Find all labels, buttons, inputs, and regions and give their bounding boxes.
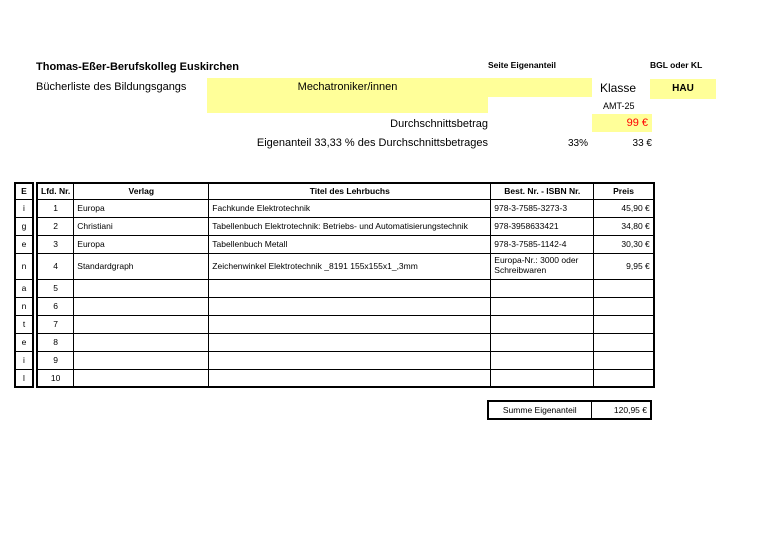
cell-verlag[interactable] <box>74 333 209 351</box>
vertical-label-column <box>14 182 34 388</box>
vertical-letter: i <box>15 351 33 369</box>
own-share-label: Eigenanteil 33,33 % des Durchschnittsbetrages <box>256 137 488 149</box>
vertical-letter: e <box>15 333 33 351</box>
table-row <box>37 279 654 297</box>
vertical-letter: a <box>15 279 33 297</box>
cell-preis[interactable] <box>594 369 654 387</box>
table-row <box>37 253 654 279</box>
cell-isbn[interactable] <box>491 369 594 387</box>
cell-preis[interactable]: 30,30 € <box>594 235 654 253</box>
cell-preis[interactable] <box>594 333 654 351</box>
cell-verlag[interactable]: Europa <box>74 235 209 253</box>
booklist-label: Bücherliste des Bildungsgangs <box>36 81 187 93</box>
cell-lfd-nr[interactable]: 10 <box>37 369 74 387</box>
sum-value: 120,95 € <box>591 401 651 419</box>
cell-titel[interactable] <box>209 351 491 369</box>
col-header-preis: Preis <box>594 183 654 199</box>
cell-isbn[interactable] <box>491 333 594 351</box>
sum-row <box>487 400 652 420</box>
cell-verlag[interactable]: Standardgraph <box>74 253 209 279</box>
cell-isbn[interactable]: 978-3958633421 <box>491 217 594 235</box>
cell-isbn[interactable] <box>491 315 594 333</box>
program-input-cell-2[interactable] <box>207 97 488 113</box>
cell-lfd-nr[interactable]: 6 <box>37 297 74 315</box>
cell-verlag[interactable] <box>74 351 209 369</box>
table-row <box>37 199 654 217</box>
cell-titel[interactable] <box>209 369 491 387</box>
school-title: Thomas-Eßer-Berufskolleg Euskirchen <box>36 61 239 73</box>
cell-verlag[interactable] <box>74 315 209 333</box>
col-header-isbn: Best. Nr. - ISBN Nr. <box>491 183 594 199</box>
cell-titel[interactable]: Zeichenwinkel Elektrotechnik _8191 155x155x1_,3mm <box>209 253 491 279</box>
cell-preis[interactable]: 45,90 € <box>594 199 654 217</box>
klasse-label: Klasse <box>600 81 637 95</box>
cell-titel[interactable] <box>209 279 491 297</box>
average-amount-cell[interactable]: 99 € <box>592 114 652 132</box>
table-row <box>37 297 654 315</box>
cell-titel[interactable] <box>209 297 491 315</box>
table-row <box>37 235 654 253</box>
cell-lfd-nr[interactable]: 4 <box>37 253 74 279</box>
cell-lfd-nr[interactable]: 8 <box>37 333 74 351</box>
cell-preis[interactable]: 9,95 € <box>594 253 654 279</box>
table-row <box>37 351 654 369</box>
col-header-verlag: Verlag <box>74 183 209 199</box>
cell-titel[interactable] <box>209 333 491 351</box>
cell-lfd-nr[interactable]: 9 <box>37 351 74 369</box>
cell-lfd-nr[interactable]: 5 <box>37 279 74 297</box>
vertical-letter: g <box>15 217 33 235</box>
program-input-cell[interactable] <box>207 78 592 97</box>
average-amount-label: Durchschnittsbetrag <box>390 118 488 130</box>
table-row <box>37 315 654 333</box>
cell-verlag[interactable] <box>74 369 209 387</box>
cell-preis[interactable] <box>594 315 654 333</box>
klasse-input-cell[interactable]: HAU <box>650 79 716 99</box>
vertical-letter: l <box>15 369 33 387</box>
col-header-lfd-nr: Lfd. Nr. <box>37 183 74 199</box>
own-share-percent: 33% <box>567 138 588 149</box>
cell-preis[interactable]: 34,80 € <box>594 217 654 235</box>
cell-isbn[interactable] <box>491 279 594 297</box>
cell-lfd-nr[interactable]: 2 <box>37 217 74 235</box>
cell-preis[interactable] <box>594 279 654 297</box>
own-share-value: 33 € <box>632 138 652 149</box>
cell-isbn[interactable]: Europa-Nr.: 3000 oder Schreibwaren <box>491 253 594 279</box>
cell-preis[interactable] <box>594 351 654 369</box>
cell-isbn[interactable] <box>491 351 594 369</box>
vertical-letter: e <box>15 235 33 253</box>
vertical-letter: n <box>15 297 33 315</box>
cell-isbn[interactable]: 978-3-7585-3273-3 <box>491 199 594 217</box>
sum-label: Summe Eigenanteil <box>488 401 591 419</box>
booklist-table <box>36 182 655 388</box>
cell-preis[interactable] <box>594 297 654 315</box>
table-row <box>37 333 654 351</box>
cell-titel[interactable]: Fachkunde Elektrotechnik <box>209 199 491 217</box>
table-row <box>37 369 654 387</box>
sheet-name-label: Seite Eigenanteil <box>488 60 557 70</box>
cell-lfd-nr[interactable]: 7 <box>37 315 74 333</box>
cell-verlag[interactable]: Christiani <box>74 217 209 235</box>
cell-verlag[interactable] <box>74 279 209 297</box>
table-row <box>37 217 654 235</box>
col-header-titel: Titel des Lehrbuchs <box>209 183 491 199</box>
vertical-letter: i <box>15 199 33 217</box>
cell-titel[interactable]: Tabellenbuch Metall <box>209 235 491 253</box>
bgl-kl-label: BGL oder KL <box>650 60 703 70</box>
cell-verlag[interactable]: Europa <box>74 199 209 217</box>
cell-verlag[interactable] <box>74 297 209 315</box>
vertical-letter: n <box>15 253 33 279</box>
vertical-letter: E <box>15 183 33 199</box>
cell-titel[interactable] <box>209 315 491 333</box>
table-header-row <box>37 183 654 199</box>
cell-isbn[interactable]: 978-3-7585-1142-4 <box>491 235 594 253</box>
cell-lfd-nr[interactable]: 1 <box>37 199 74 217</box>
class-code: AMT-25 <box>603 101 635 111</box>
cell-lfd-nr[interactable]: 3 <box>37 235 74 253</box>
program-name: Mechatroniker/innen <box>297 81 398 93</box>
cell-titel[interactable]: Tabellenbuch Elektrotechnik: Betriebs- und Automatisierungstechnik <box>209 217 491 235</box>
vertical-letter: t <box>15 315 33 333</box>
cell-isbn[interactable] <box>491 297 594 315</box>
